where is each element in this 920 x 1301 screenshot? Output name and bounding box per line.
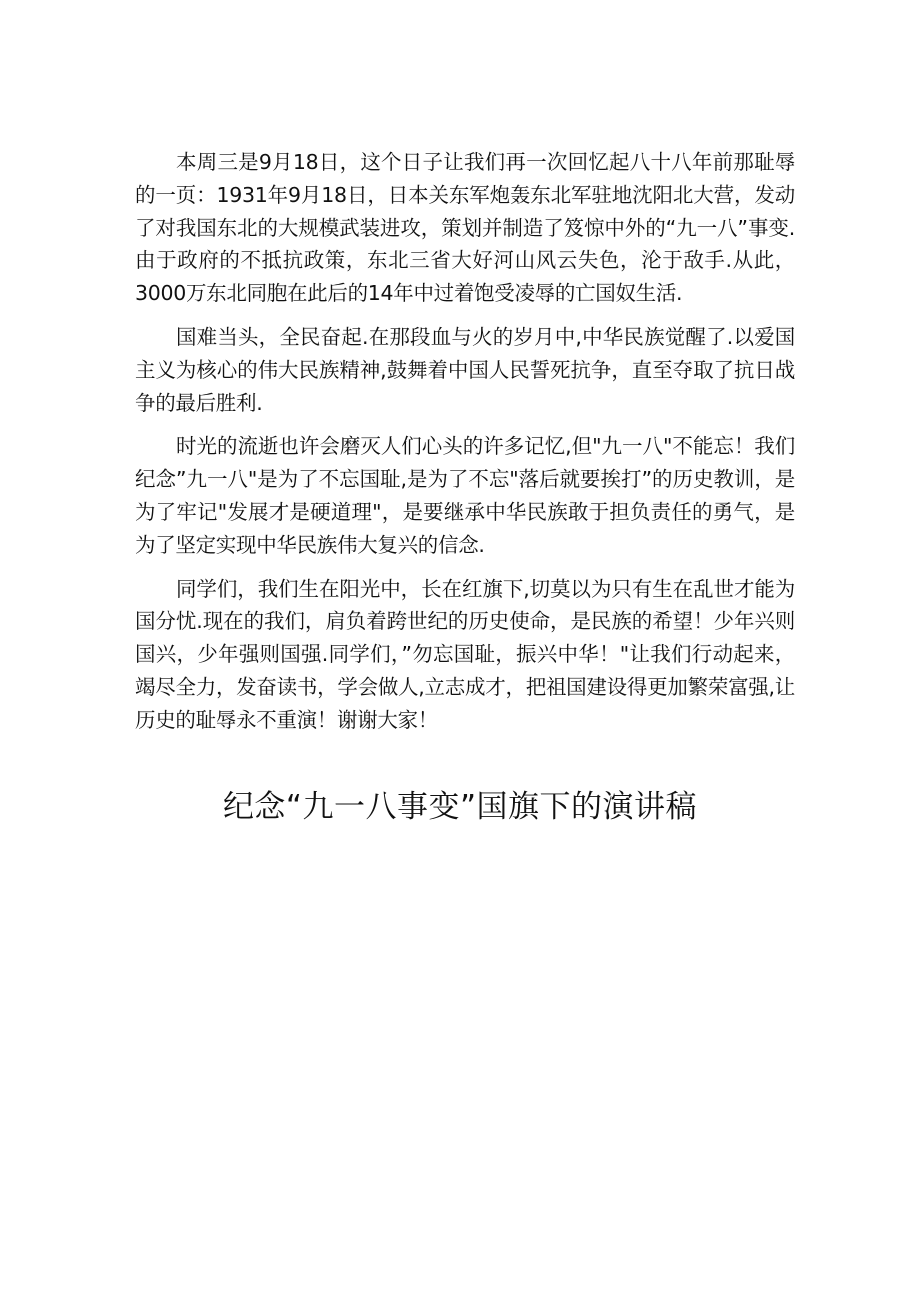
document-title: 纪念“九一八事变”国旗下的演讲稿	[222, 789, 698, 825]
paragraph-2: 国难当头，全民奋起.在那段血与火的岁月中,中华民族觉醒了.以爱国主义为核心的伟大民族精神,鼓舞着中国人民誓死抗争，直至夺取了抗日战争的最后胜利.	[135, 324, 795, 415]
paragraph-1: 本周三是9月18日，这个日子让我们再一次回忆起八十八年前那耻辱的一页：1931年9月18日，日本关东军炮轰东北军驻地沈阳北大营，发动了对我国东北的大规模武装进攻，策划并制造了笈惊中外的“九一八”事变.由于政府的不抵抗政策，东北三省大好河山风云失色，沦于敌手.从此，3000万东北同胞在此后的14年中过着饱受凌辱的亡国奴生活.	[135, 150, 795, 306]
speech-body	[135, 146, 795, 748]
paragraph-4: 同学们，我们生在阳光中，长在红旗下,切莫以为只有生在乱世才能为国分忧.现在的我们，肩负着跨世纪的历史使命，是民族的希望！少年兴则国兴，少年强则国强.同学们，”勿忘国耻，振兴中华！"让我们行动起来，竭尽全力，发奋读书，学会做人,立志成才，把祖国建设得更加繁荣富强,让历史的耻辱永不重演！谢谢大家！	[135, 576, 795, 732]
paragraph-3: 时光的流逝也许会磨灭人们心头的许多记忆,但"九一八"不能忘！我们纪念”九一八"是为了不忘国耻,是为了不忘"落后就要挨打”的历史教训，是为了牢记"发展才是硬道理"，是要继承中华民族敢于担负责任的勇气，是为了坚定实现中华民族伟大复兴的信念.	[135, 434, 795, 557]
